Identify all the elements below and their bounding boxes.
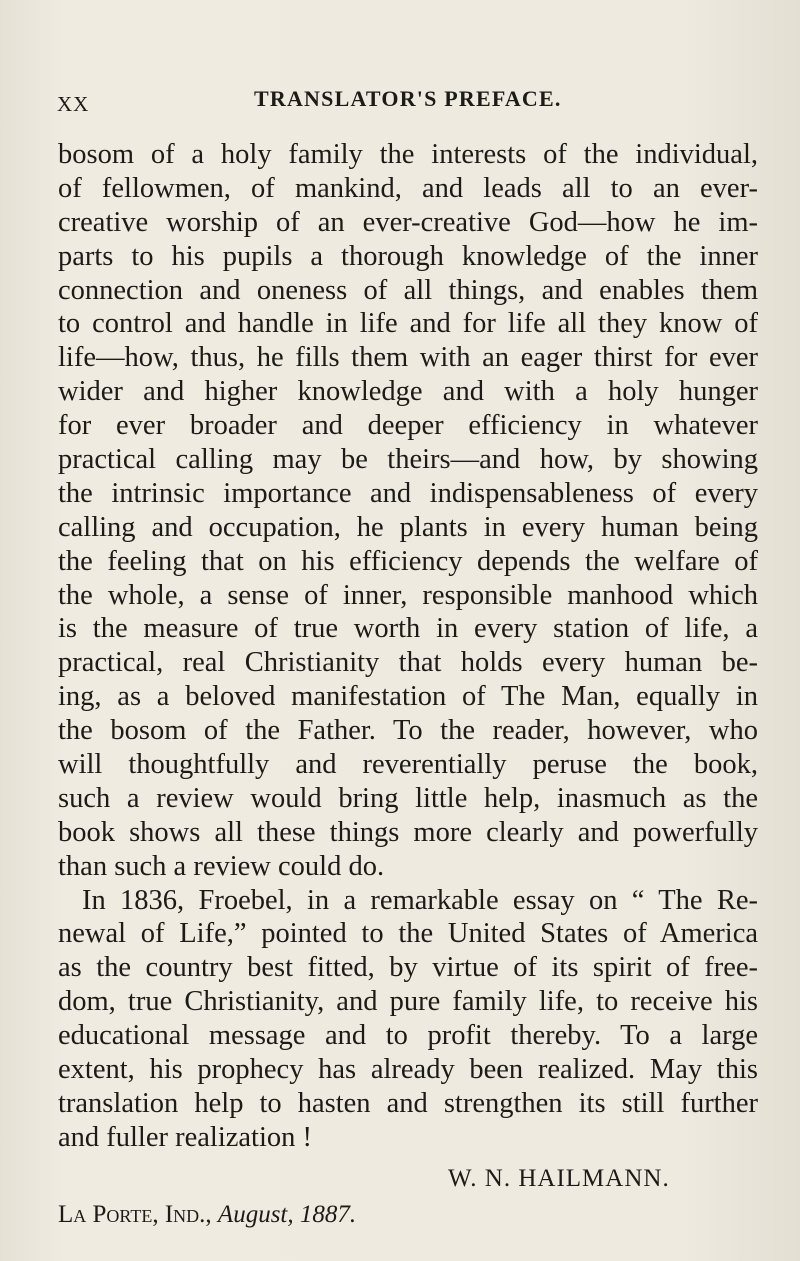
- text-line: dom, true Christianity, and pure family life, to receive his: [58, 986, 758, 1018]
- text-line: as the country best fitted, by virtue of its spirit of free-: [58, 952, 758, 984]
- text-line: the intrinsic importance and indispensableness of every: [58, 477, 758, 509]
- text-line: calling and occupation, he plants in every human being: [58, 511, 758, 543]
- text-line: translation help to hasten and strengthen its still further: [58, 1087, 758, 1119]
- body-text: [58, 138, 758, 1155]
- text-line: to control and handle in life and for life all they know of: [58, 308, 758, 340]
- running-head: TRANSLATOR'S PREFACE.: [254, 86, 562, 111]
- text-line: parts to his pupils a thorough knowledge of the inner: [58, 240, 758, 272]
- text-line: than such a review could do.: [58, 850, 385, 882]
- text-line: the feeling that on his efficiency depends the welfare of: [58, 545, 758, 577]
- text-line: In 1836, Froebel, in a remarkable essay on “ The Re-: [82, 884, 758, 916]
- text-line: practical calling may be theirs—and how, by showing: [58, 444, 758, 476]
- text-line: bosom of a holy family the interests of the individual,: [58, 139, 758, 170]
- text-line: the whole, a sense of inner, responsible manhood which: [58, 579, 758, 611]
- text-line: ing, as a beloved manifestation of The Man, equally in: [58, 681, 758, 713]
- dateline: [58, 1201, 356, 1229]
- text-line: newal of Life,” pointed to the United States of America: [58, 918, 758, 950]
- text-line: extent, his prophecy has already been realized. May this: [58, 1054, 758, 1086]
- text-line: and fuller realization !: [58, 1121, 312, 1153]
- text-line: of fellowmen, of mankind, and leads all to an ever-: [58, 172, 758, 204]
- text-line: for ever broader and deeper efficiency in whatever: [58, 410, 758, 442]
- dateline-place: La Porte, Ind.,: [58, 1201, 212, 1228]
- text-line: connection and oneness of all things, and enables them: [58, 274, 758, 306]
- text-line: wider and higher knowledge and with a holy hunger: [58, 376, 758, 408]
- text-line: life—how, thus, he fills them with an eager thirst for ever: [58, 342, 758, 374]
- text-line: the bosom of the Father. To the reader, however, who: [58, 715, 758, 747]
- text-line: will thoughtfully and reverentially peruse the book,: [58, 749, 758, 781]
- dateline-date: August, 1887.: [217, 1201, 357, 1228]
- text-line: such a review would bring little help, inasmuch as the: [58, 782, 758, 814]
- text-line: is the measure of true worth in every station of life, a: [58, 613, 758, 645]
- signature: W. N. HAILMANN.: [448, 1165, 670, 1192]
- page-header: [0, 86, 800, 116]
- page-number: XX: [57, 92, 90, 116]
- text-line: creative worship of an ever-creative God—how he im-: [58, 206, 758, 238]
- text-line: practical, real Christianity that holds every human be-: [58, 647, 758, 679]
- text-line: educational message and to profit thereby. To a large: [58, 1020, 758, 1052]
- text-line: book shows all these things more clearly and powerfully: [58, 816, 758, 848]
